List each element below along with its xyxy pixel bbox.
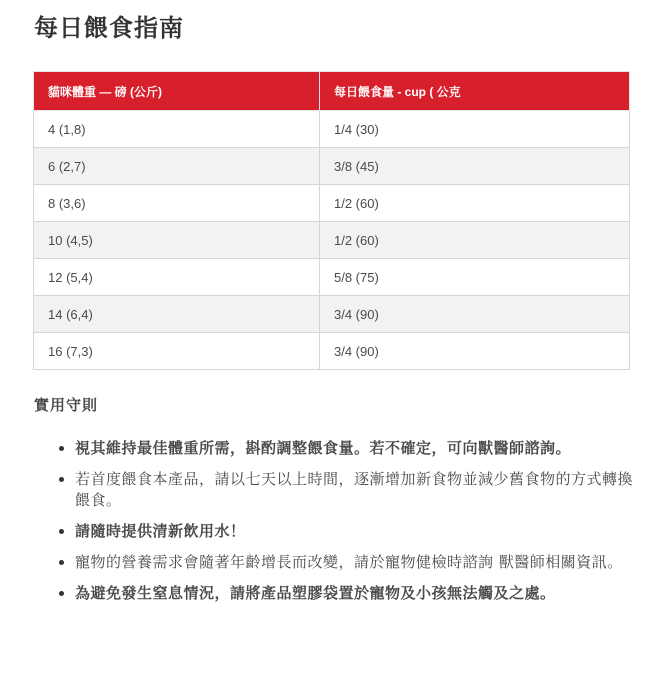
table-row bbox=[34, 222, 630, 259]
weight-cell: 10 (4,5) bbox=[34, 222, 320, 259]
table-row bbox=[34, 148, 630, 185]
column-header-amount: 每日餵食量 - cup ( 公克 bbox=[320, 72, 630, 111]
weight-cell: 6 (2,7) bbox=[34, 148, 320, 185]
tip-item: • 視其維持最佳體重所需，斟酌調整餵食量。若不確定，可向獸醫師諮詢。 bbox=[75, 438, 645, 459]
tip-item: • 寵物的營養需求會隨著年齡增長而改變，請於寵物健檢時諮詢 獸醫師相關資訊。 bbox=[75, 552, 645, 573]
weight-cell: 16 (7,3) bbox=[34, 333, 320, 370]
table-row bbox=[34, 296, 630, 333]
weight-cell: 4 (1,8) bbox=[34, 111, 320, 148]
amount-cell: 3/4 (90) bbox=[320, 296, 630, 333]
table-header-row bbox=[34, 72, 630, 111]
tip-item: • 若首度餵食本產品，請以七天以上時間，逐漸增加新食物並減少舊食物的方式轉換餵食。 bbox=[75, 469, 645, 511]
amount-cell: 3/8 (45) bbox=[320, 148, 630, 185]
weight-cell: 8 (3,6) bbox=[34, 185, 320, 222]
table-row bbox=[34, 259, 630, 296]
tips-list bbox=[52, 438, 645, 614]
column-header-weight: 貓咪體重 — 磅 (公斤) bbox=[34, 72, 320, 111]
weight-cell: 14 (6,4) bbox=[34, 296, 320, 333]
amount-cell: 3/4 (90) bbox=[320, 333, 630, 370]
amount-cell: 1/4 (30) bbox=[320, 111, 630, 148]
table-row bbox=[34, 111, 630, 148]
table-row bbox=[34, 333, 630, 370]
feeding-guide-table bbox=[33, 71, 630, 370]
table-row bbox=[34, 185, 630, 222]
weight-cell: 12 (5,4) bbox=[34, 259, 320, 296]
amount-cell: 1/2 (60) bbox=[320, 185, 630, 222]
page-title: 每日餵食指南 bbox=[34, 14, 184, 42]
tip-item: • 為避免發生窒息情況，請將產品塑膠袋置於寵物及小孩無法觸及之處。 bbox=[75, 583, 645, 604]
amount-cell: 1/2 (60) bbox=[320, 222, 630, 259]
tips-heading: 實用守則 bbox=[34, 396, 99, 414]
amount-cell: 5/8 (75) bbox=[320, 259, 630, 296]
tip-item: • 請隨時提供清新飲用水！ bbox=[75, 521, 645, 542]
